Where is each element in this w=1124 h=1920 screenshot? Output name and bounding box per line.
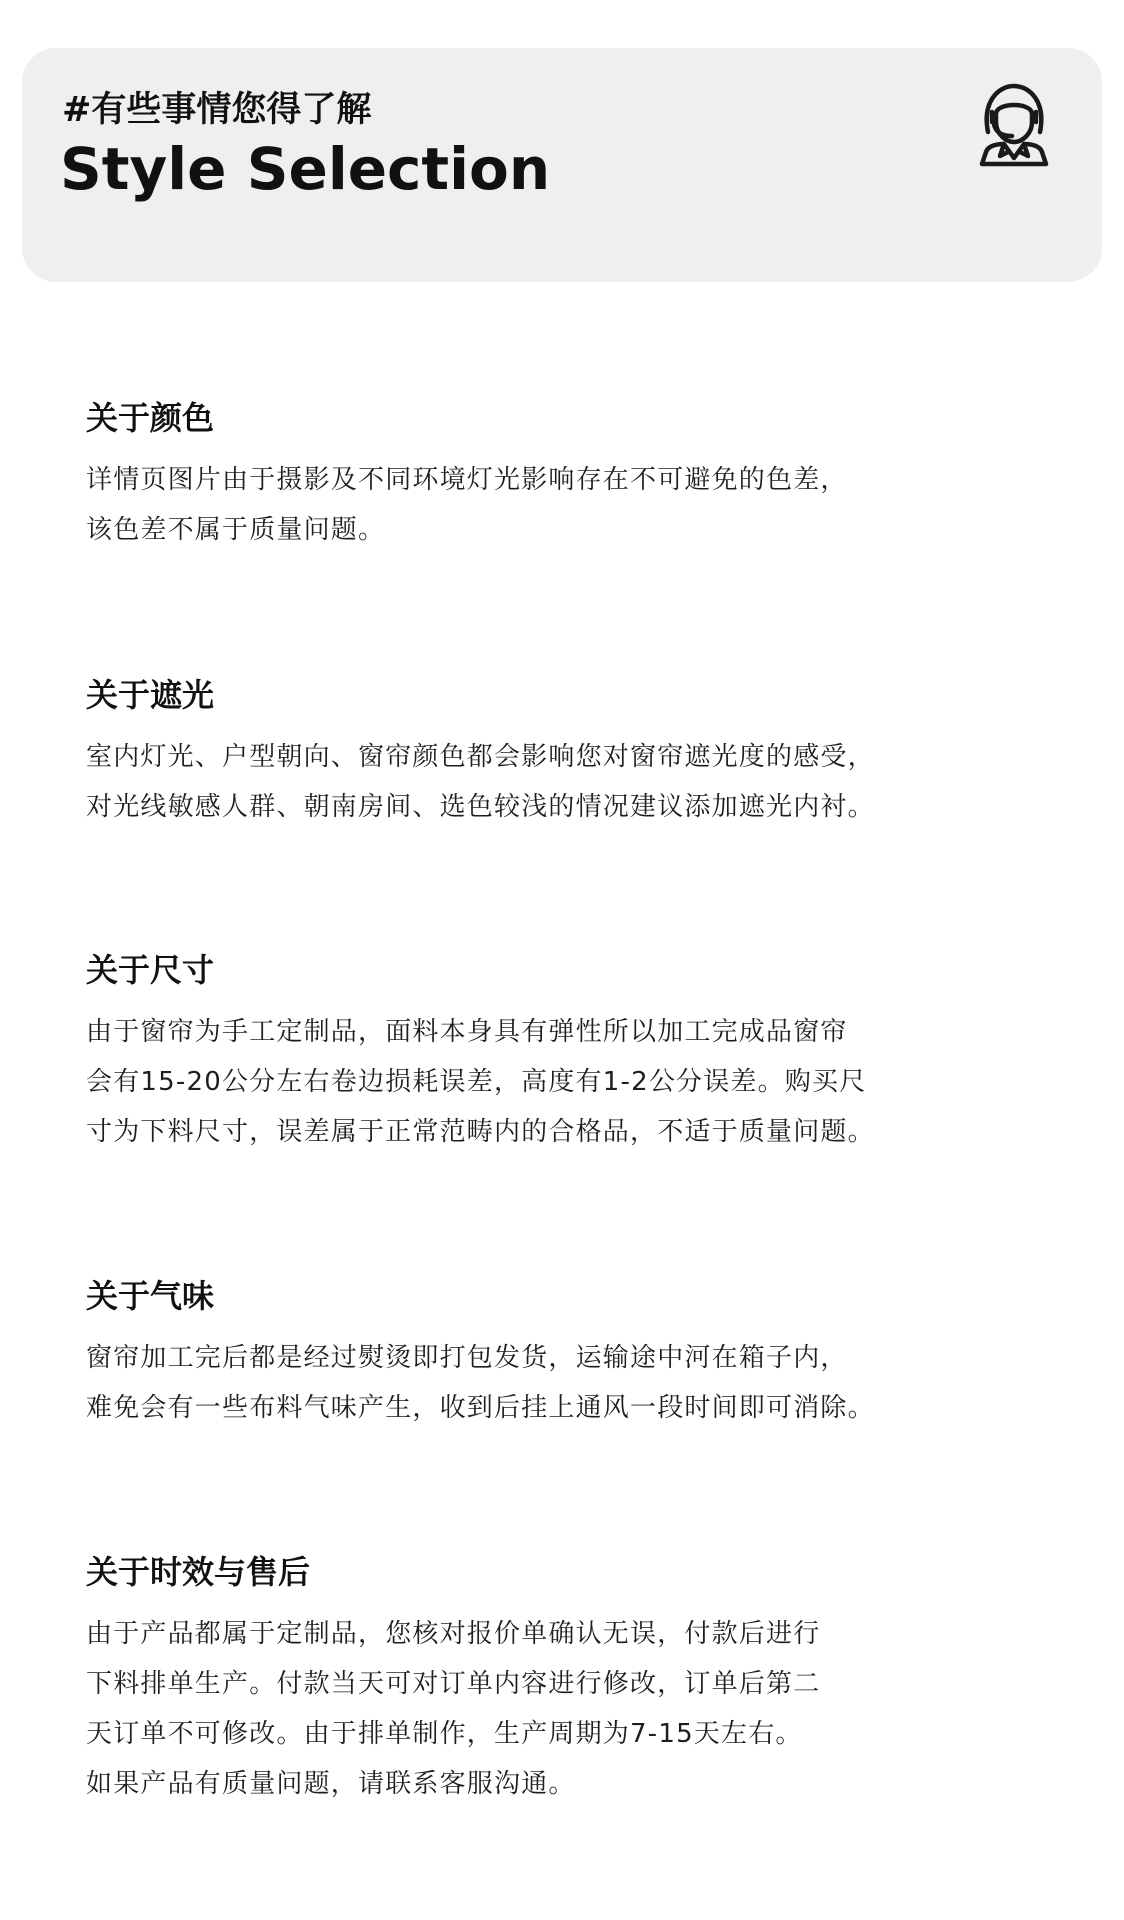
section-text-line: 由于产品都属于定制品，您核对报价单确认无误，付款后进行 <box>86 1619 821 1649</box>
section-text-line: 该色差不属于质量问题。 <box>86 515 386 545</box>
section-title: 关于颜色 <box>86 399 215 437</box>
section-color <box>86 398 1046 555</box>
section-title: 关于尺寸 <box>86 951 215 989</box>
section-title: 关于气味 <box>86 1277 215 1315</box>
section-blackout <box>86 675 1046 832</box>
section-title: 关于遮光 <box>86 676 215 714</box>
section-text-line: 窗帘加工完后都是经过熨烫即打包发货，运输途中河在箱子内， <box>86 1343 848 1373</box>
section-text-line: 室内灯光、户型朝向、窗帘颜色都会影响您对窗帘遮光度的感受， <box>86 742 875 772</box>
section-text-line: 难免会有一些布料气味产生，收到后挂上通风一段时间即可消除。 <box>86 1393 875 1423</box>
section-text-line: 如果产品有质量问题，请联系客服沟通。 <box>86 1769 576 1799</box>
section-text-line: 会有15-20公分左右卷边损耗误差，高度有1-2公分误差。购买尺 <box>86 1067 867 1097</box>
section-timing-aftersales <box>86 1552 1046 1809</box>
section-text-line: 寸为下料尺寸，误差属于正常范畴内的合格品，不适于质量问题。 <box>86 1117 875 1147</box>
header-tag: #有些事情您得了解 <box>62 90 372 130</box>
section-text-line: 由于窗帘为手工定制品，面料本身具有弹性所以加工完成品窗帘 <box>86 1017 848 1047</box>
header-title: Style Selection <box>60 135 551 203</box>
section-text-line: 对光线敏感人群、朝南房间、选色较浅的情况建议添加遮光内衬。 <box>86 792 875 822</box>
header-card <box>22 48 1102 282</box>
section-text-line: 详情页图片由于摄影及不同环境灯光影响存在不可避免的色差， <box>86 465 848 495</box>
section-text-line: 下料排单生产。付款当天可对订单内容进行修改，订单后第二 <box>86 1669 821 1699</box>
section-size <box>86 950 1046 1157</box>
customer-service-icon <box>974 82 1054 168</box>
section-odor <box>86 1276 1046 1433</box>
section-text-line: 天订单不可修改。由于排单制作，生产周期为7-15天左右。 <box>86 1719 803 1749</box>
section-title: 关于时效与售后 <box>86 1553 311 1591</box>
